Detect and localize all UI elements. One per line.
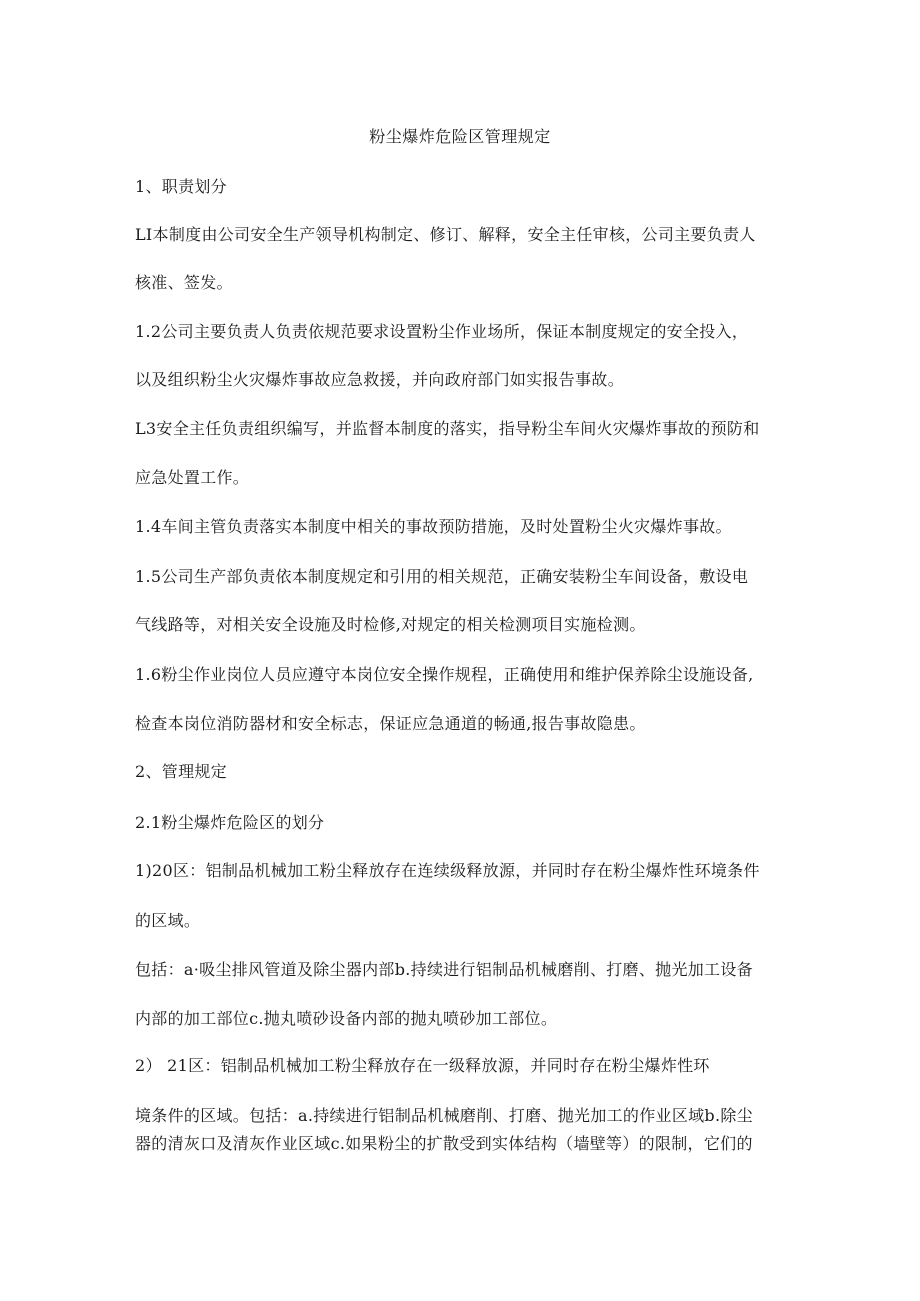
paragraph-line: 1.4车间主管负责落实本制度中相关的事故预防措施，及时处置粉尘火灾爆炸事故。 [135,517,732,536]
document-title: 粉尘爆炸危险区管理规定 [369,127,551,146]
paragraph-line: 器的清灰口及清灰作业区域c.如果粉尘的扩散受到实体结构（墙壁等）的限制，它们的 [135,1134,753,1153]
paragraph-line: 的区域。 [135,911,201,930]
paragraph-line: 包括：a·吸尘排风管道及除尘器内部b.持续进行铝制品机械磨削、打磨、抛光加工设备 [135,960,753,979]
paragraph-line: 1.6粉尘作业岗位人员应遵守本岗位安全操作规程，正确使用和维护保养除尘设施设备, [135,665,754,684]
paragraph-line: 1)20区：铝制品机械加工粉尘释放存在连续级释放源，并同时存在粉尘爆炸性环境条件 [135,861,760,880]
paragraph-line: 1.5公司生产部负责依本制度规定和引用的相关规范，正确安装粉尘车间设备，敷设电 [135,567,749,586]
paragraph-line: LI本制度由公司安全生产领导机构制定、修订、解释，安全主任审核，公司主要负责人 [135,225,756,244]
paragraph-line: 境条件的区域。包括：a.持续进行铝制品机械磨削、打磨、抛光加工的作业区域b.除尘 [135,1106,753,1125]
paragraph-line: L3安全主任负责组织编写，并监督本制度的落实，指导粉尘车间火灾爆炸事故的预防和 [135,419,760,438]
paragraph-line: 应急处置工作。 [135,468,250,487]
section-heading: 2、管理规定 [135,762,227,781]
paragraph-line: 内部的加工部位c.抛丸喷砂设备内部的抛丸喷砂加工部位。 [135,1009,558,1028]
paragraph-line: 以及组织粉尘火灾爆炸事故应急救援，并向政府部门如实报告事故。 [135,370,625,389]
section-heading: 1、职责划分 [135,177,227,196]
paragraph-line: 核准、签发。 [135,273,233,292]
paragraph-line: 1.2公司主要负责人负责依规范要求设置粉尘作业场所，保证本制度规定的安全投入， [135,322,749,341]
subsection-heading: 2.1粉尘爆炸危险区的划分 [135,813,325,832]
paragraph-line: 气线路等，对相关安全设施及时检修,对规定的相关检测项目实施检测。 [135,615,646,634]
paragraph-line: 检查本岗位消防器材和安全标志，保证应急通道的畅通,报告事故隐患。 [135,714,646,733]
paragraph-line: 2） 21区：铝制品机械加工粉尘释放存在一级释放源，并同时存在粉尘爆炸性环 [135,1056,710,1075]
